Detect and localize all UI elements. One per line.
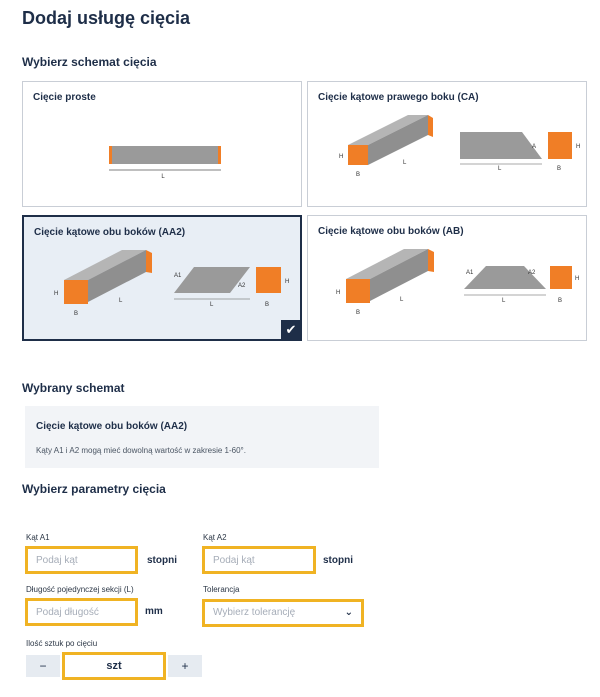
- svg-text:L: L: [403, 160, 407, 166]
- svg-text:B: B: [74, 311, 79, 317]
- scheme-card-title: Cięcie kątowe obu boków (AB): [318, 226, 464, 237]
- selected-scheme-description: Kąty A1 i A2 mogą mieć dowolną wartość w zakresie 1-60°.: [36, 446, 246, 455]
- svg-text:L: L: [502, 298, 506, 304]
- quantity-label: Ilość sztuk po cięciu: [26, 639, 98, 648]
- length-label: Długość pojedynczej sekcji (L): [26, 585, 134, 594]
- scheme-card-straight[interactable]: [22, 81, 302, 207]
- svg-text:A2: A2: [238, 283, 246, 289]
- tolerance-placeholder: Wybierz tolerancję: [213, 607, 296, 618]
- selected-scheme-heading: Wybrany schemat: [22, 381, 125, 395]
- tolerance-select[interactable]: [202, 599, 364, 627]
- selected-scheme-box: [25, 406, 379, 468]
- svg-text:B: B: [558, 298, 563, 304]
- bar-body: [109, 146, 221, 164]
- svg-text:H: H: [339, 154, 344, 160]
- label-l: L: [161, 174, 165, 180]
- svg-text:L: L: [210, 302, 214, 308]
- svg-text:A1: A1: [174, 273, 182, 279]
- svg-text:B: B: [265, 302, 270, 308]
- scheme-card-title: Cięcie kątowe prawego boku (CA): [318, 92, 479, 103]
- svg-text:H: H: [285, 279, 290, 285]
- aa2-cut-diagram: [24, 217, 300, 339]
- svg-text:H: H: [336, 290, 341, 296]
- angle-a1-label: Kąt A1: [26, 533, 50, 542]
- scheme-card-title: Cięcie proste: [33, 92, 96, 103]
- bar-end-left: [109, 146, 112, 164]
- length-input[interactable]: [25, 598, 138, 626]
- quantity-increment-button[interactable]: +: [168, 655, 202, 677]
- svg-text:L: L: [498, 166, 502, 172]
- selected-scheme-name: Cięcie kątowe obu boków (AA2): [36, 421, 188, 432]
- quantity-unit: szt: [106, 660, 122, 672]
- tolerance-label: Tolerancja: [203, 585, 240, 594]
- ab-cut-diagram: [308, 216, 586, 340]
- svg-text:A: A: [532, 144, 537, 150]
- page-title: Dodaj usługę cięcia: [22, 8, 191, 28]
- ca-cut-diagram: [308, 82, 586, 206]
- svg-text:H: H: [575, 276, 580, 282]
- chevron-down-icon: ⌄: [344, 607, 353, 618]
- angle-a1-input[interactable]: [25, 546, 138, 574]
- scheme-card-title: Cięcie kątowe obu boków (AA2): [34, 227, 186, 238]
- angle-a2-label: Kąt A2: [203, 533, 227, 542]
- svg-text:L: L: [400, 297, 404, 303]
- scheme-card-aa2[interactable]: [22, 215, 302, 341]
- svg-text:A1: A1: [466, 270, 474, 276]
- svg-text:B: B: [356, 172, 361, 178]
- angle-a1-unit: stopni: [147, 555, 177, 566]
- svg-text:B: B: [557, 166, 562, 172]
- scheme-card-ca[interactable]: [307, 81, 587, 207]
- svg-text:L: L: [119, 298, 123, 304]
- svg-text:A2: A2: [528, 270, 536, 276]
- schemes-heading: Wybierz schemat cięcia: [22, 55, 157, 69]
- svg-text:H: H: [576, 144, 581, 150]
- angle-a2-input[interactable]: [202, 546, 316, 574]
- length-unit: mm: [145, 606, 163, 617]
- svg-text:B: B: [356, 310, 361, 316]
- quantity-stepper[interactable]: [62, 652, 166, 680]
- straight-cut-diagram: [23, 82, 301, 206]
- scheme-card-ab[interactable]: [307, 215, 587, 341]
- params-heading: Wybierz parametry cięcia: [22, 482, 166, 496]
- selected-check-icon: ✔: [281, 320, 301, 340]
- bar-end-right: [218, 146, 221, 164]
- quantity-decrement-button[interactable]: −: [26, 655, 60, 677]
- svg-text:H: H: [54, 291, 59, 297]
- angle-a2-unit: stopni: [323, 555, 353, 566]
